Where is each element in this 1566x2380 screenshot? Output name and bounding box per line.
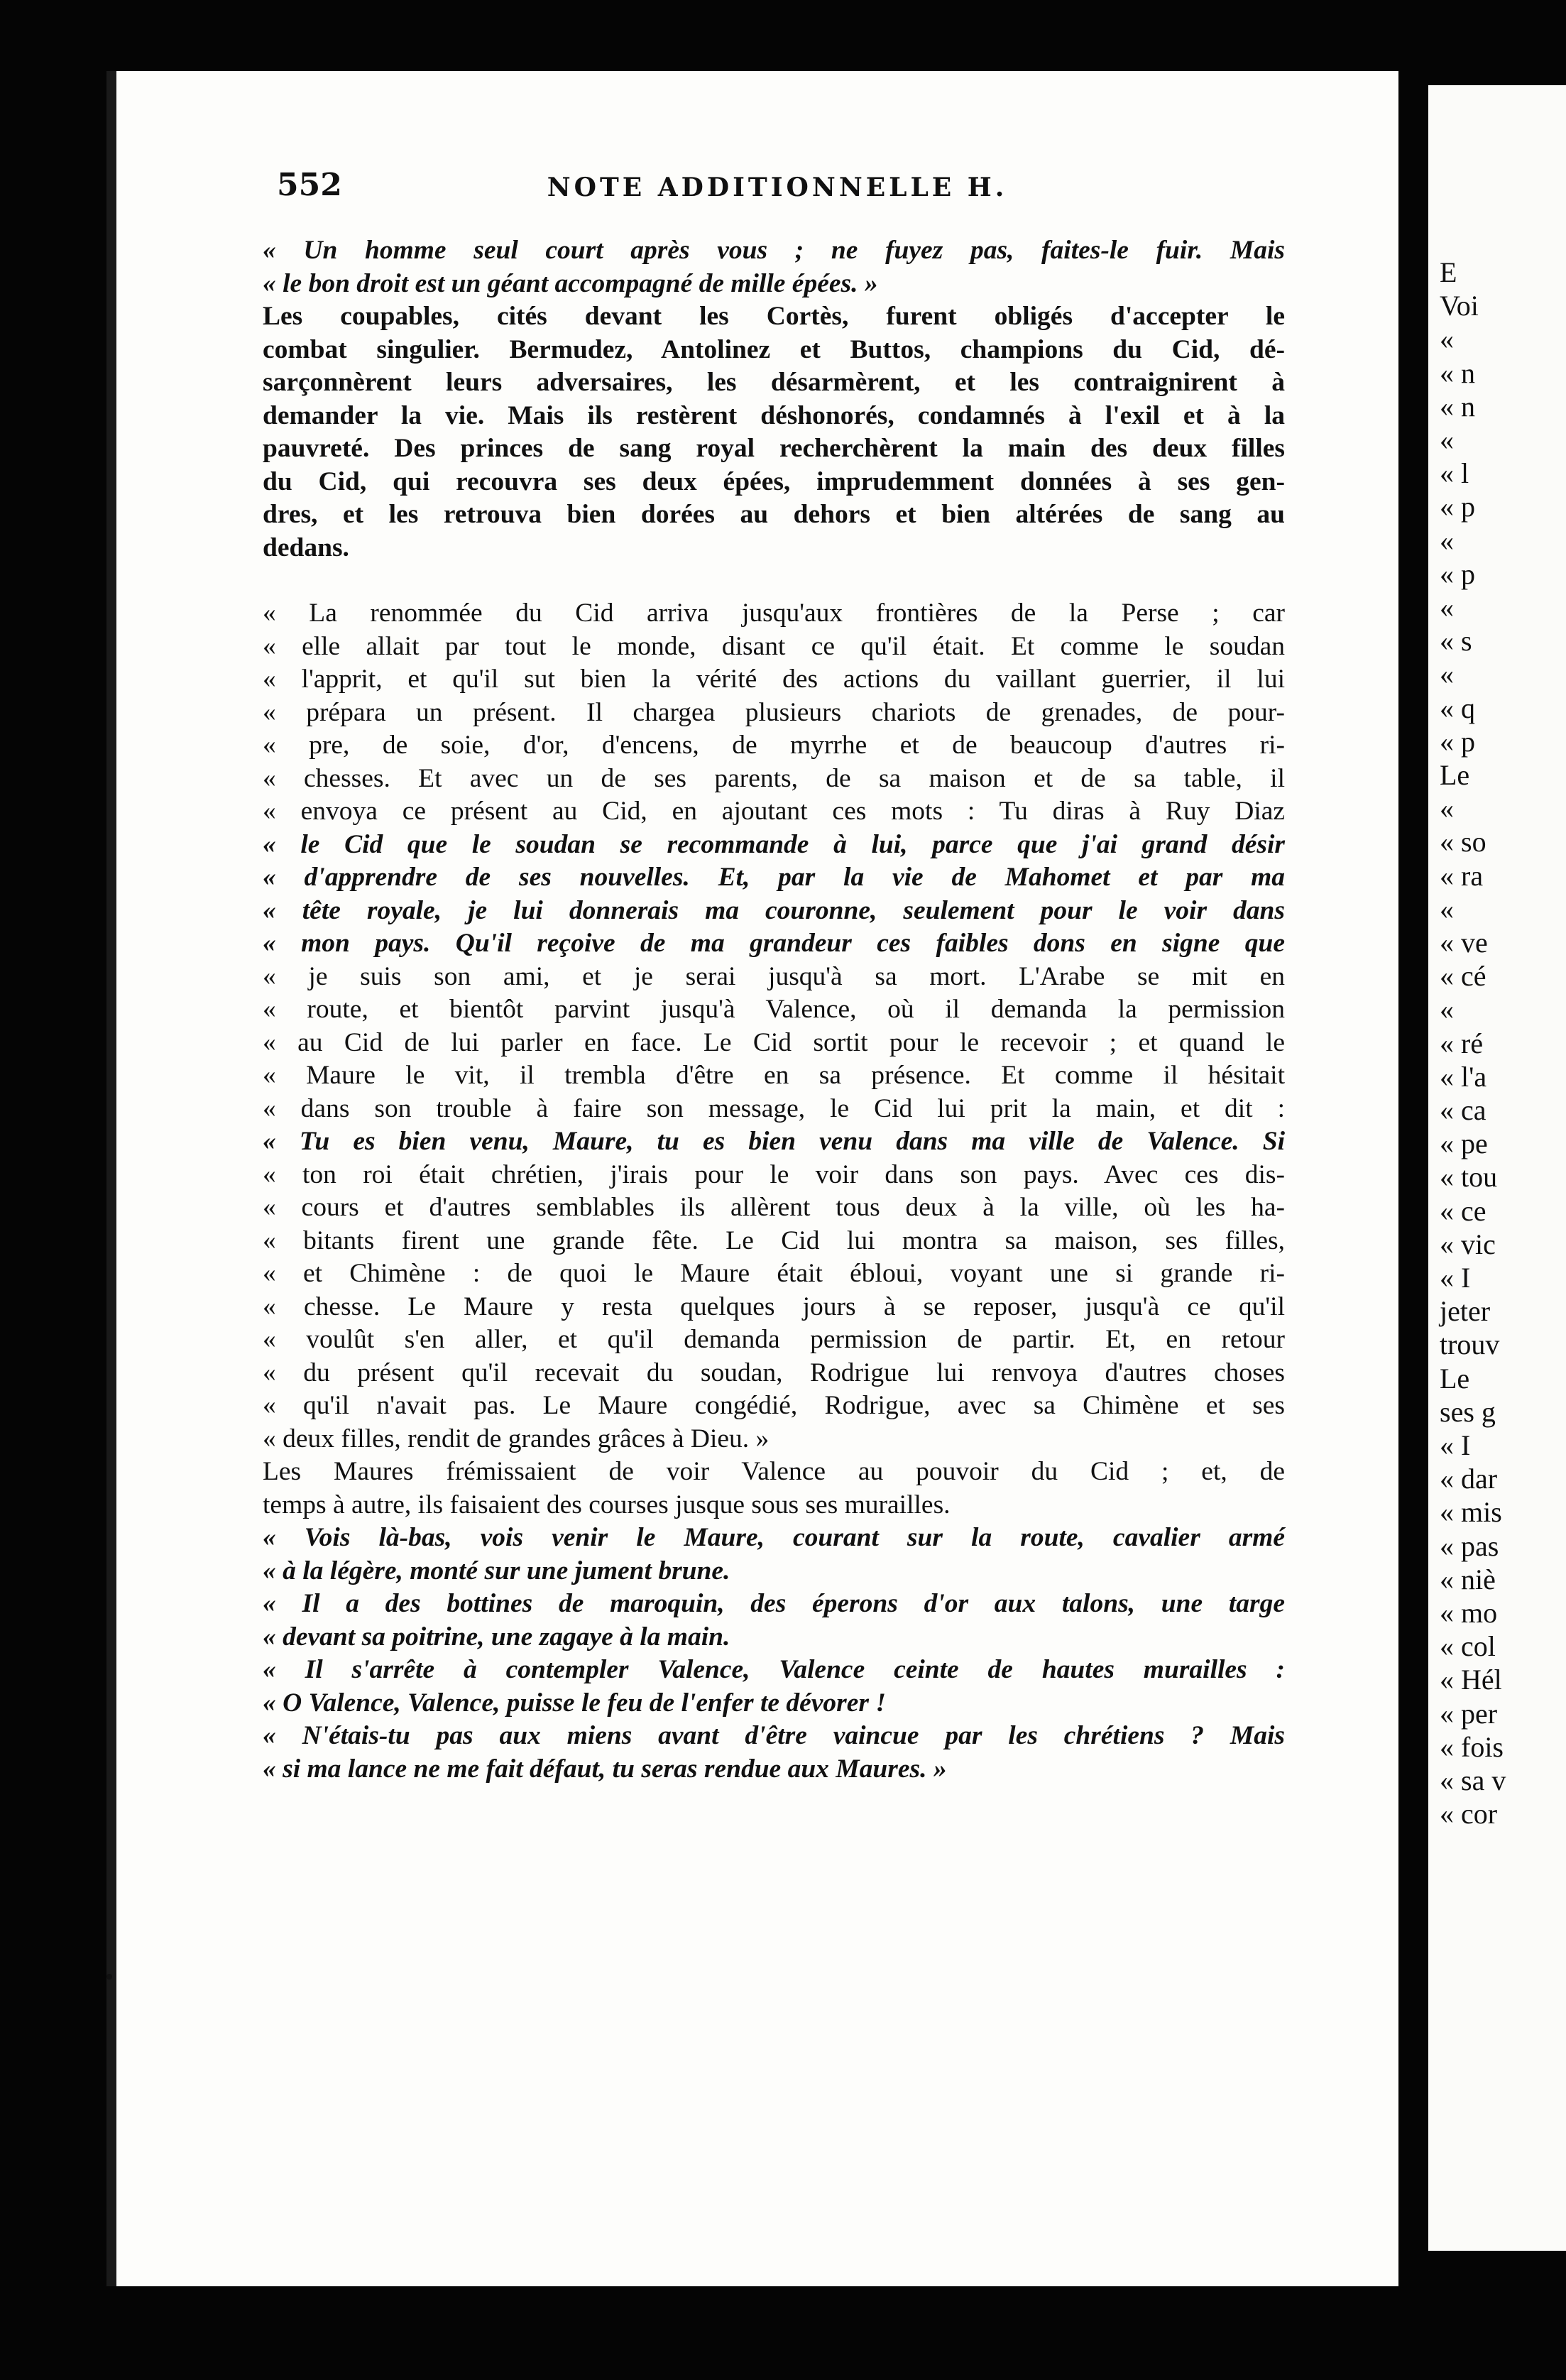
- text-line: « chesses. Et avec un de ses parents, de sa maison et de sa table, il: [263, 763, 1285, 793]
- adjacent-page-line: « ca: [1440, 1094, 1486, 1126]
- adjacent-page-line: jeter: [1440, 1295, 1491, 1328]
- adjacent-page-line: « cé: [1440, 960, 1486, 993]
- text-line: « mon pays. Qu'il reçoive de ma grandeur ces faibles dons en signe que: [263, 929, 1285, 958]
- adjacent-page-line: « mo: [1440, 1597, 1498, 1629]
- running-title: NOTE ADDITIONNELLE H.: [547, 173, 1008, 202]
- text-line: « Il a des bottines de maroquin, des éperons d'or aux talons, une targe: [263, 1589, 1285, 1618]
- adjacent-page-line: « ve: [1440, 927, 1488, 959]
- adjacent-page-line: « vic: [1440, 1228, 1496, 1260]
- adjacent-page-line: « ce: [1440, 1194, 1486, 1227]
- text-line: « dans son trouble à faire son message, le Cid lui prit la main, et dit :: [263, 1093, 1285, 1123]
- paragraph-gap: [263, 564, 1285, 597]
- text-line: « voulût s'en aller, et qu'il demanda permission de partir. Et, en retour: [263, 1325, 1285, 1354]
- text-line: « elle allait par tout le monde, disant ce qu'il était. Et comme le soudan: [263, 631, 1285, 661]
- text-line: « deux filles, rendit de grandes grâces à Dieu. »: [263, 1424, 770, 1453]
- text-line: « Un homme seul court après vous ; ne fuyez pas, faites-le fuir. Mais: [263, 236, 1285, 265]
- adjacent-page-line: « p: [1440, 491, 1475, 523]
- text-line: « pre, de soie, d'or, d'encens, de myrrhe et de beaucoup d'autres ri-: [263, 731, 1285, 760]
- text-line: « si ma lance ne me fait défaut, tu seras rendue aux Maures. »: [263, 1754, 947, 1784]
- text-line: dres, et les retrouva bien dorées au dehors et bien altérées de sang au: [263, 500, 1285, 529]
- text-line: du Cid, qui recouvra ses deux épées, imprudemment données à ses gen-: [263, 466, 1285, 496]
- adjacent-page-line: « sa v: [1440, 1764, 1506, 1796]
- adjacent-page-line: « ra: [1440, 859, 1484, 892]
- text-line: « La renommée du Cid arriva jusqu'aux frontières de la Perse ; car: [263, 599, 1285, 628]
- adjacent-page-line: « dar: [1440, 1463, 1498, 1495]
- text-line: « l'apprit, et qu'il sut bien la vérité des actions du vaillant guerrier, il lui: [263, 665, 1285, 694]
- adjacent-page-line: « niè: [1440, 1563, 1496, 1595]
- adjacent-page-line: «: [1440, 524, 1454, 557]
- text-line: « Il s'arrête à contempler Valence, Valence ceinte de hautes murailles :: [263, 1655, 1285, 1684]
- page-number: 552: [277, 167, 342, 203]
- text-line: Les coupables, cités devant les Cortès, furent obligés d'accepter le: [263, 302, 1285, 331]
- adjacent-page-line: « tou: [1440, 1161, 1498, 1194]
- text-line: « ton roi était chrétien, j'irais pour le voir dans son pays. Avec ces dis-: [263, 1159, 1285, 1189]
- adjacent-page-line: « pas: [1440, 1529, 1499, 1562]
- text-line: pauvreté. Des princes de sang royal recherchèrent la main des deux filles: [263, 434, 1285, 463]
- adjacent-page-line: Voi: [1440, 290, 1479, 322]
- text-line: « cours et d'autres semblables ils allèrent tous deux à la ville, où les ha-: [263, 1193, 1285, 1222]
- adjacent-page-line: « fois: [1440, 1730, 1504, 1763]
- adjacent-page-line: Le: [1440, 1362, 1470, 1394]
- adjacent-page-line: trouv: [1440, 1328, 1500, 1361]
- text-line: « et Chimène : de quoi le Maure était ébloui, voyant une si grande ri-: [263, 1259, 1285, 1288]
- adjacent-page-line: « per: [1440, 1697, 1498, 1730]
- adjacent-page-line: «: [1440, 591, 1454, 623]
- adjacent-page-line: E: [1440, 256, 1457, 288]
- adjacent-page-line: «: [1440, 323, 1454, 356]
- adjacent-page-line: « n: [1440, 390, 1475, 422]
- adjacent-page-line: « cor: [1440, 1798, 1498, 1830]
- text-line: « Tu es bien venu, Maure, tu es bien venu dans ma ville de Valence. Si: [263, 1127, 1285, 1156]
- adjacent-page-line: « mis: [1440, 1496, 1502, 1529]
- adjacent-page-line: «: [1440, 993, 1454, 1026]
- adjacent-page-line: « I: [1440, 1429, 1471, 1461]
- text-line: « du présent qu'il recevait du soudan, Rodrigue lui renvoya d'autres choses: [263, 1358, 1285, 1387]
- adjacent-page-line: « so: [1440, 826, 1486, 858]
- text-line: Les Maures frémissaient de voir Valence au pouvoir du Cid ; et, de: [263, 1457, 1285, 1486]
- text-line: « devant sa poitrine, une zagaye à la main.: [263, 1622, 730, 1652]
- adjacent-page-line: « s: [1440, 625, 1472, 657]
- text-line: « le Cid que le soudan se recommande à lui, parce que j'ai grand désir: [263, 829, 1285, 859]
- adjacent-page-line: «: [1440, 658, 1454, 691]
- adjacent-page-line: « I: [1440, 1262, 1471, 1294]
- text-line: « au Cid de lui parler en face. Le Cid sortit pour le recevoir ; et quand le: [263, 1027, 1285, 1057]
- adjacent-page-line: « p: [1440, 725, 1475, 758]
- text-line: « Vois là-bas, vois venir le Maure, courant sur la route, cavalier armé: [263, 1523, 1285, 1552]
- text-line: « bitants firent une grande fête. Le Cid lui montra sa maison, ses filles,: [263, 1226, 1285, 1255]
- text-line: demander la vie. Mais ils restèrent déshonorés, condamnés à l'exil et à la: [263, 400, 1285, 430]
- page-header: [277, 167, 1313, 209]
- text-line: dedans.: [263, 533, 349, 562]
- adjacent-page-line: « q: [1440, 692, 1475, 724]
- text-line: sarçonnèrent leurs adversaires, les désarmèrent, et les contraignirent à: [263, 368, 1285, 397]
- adjacent-page-line: « l'a: [1440, 1060, 1487, 1093]
- text-line: « envoya ce présent au Cid, en ajoutant ces mots : Tu diras à Ruy Diaz: [263, 797, 1285, 826]
- adjacent-page-line: Le: [1440, 759, 1470, 791]
- adjacent-page-line: « pe: [1440, 1128, 1488, 1160]
- adjacent-page-line: «: [1440, 792, 1454, 825]
- adjacent-page-fragment: [1428, 85, 1566, 2251]
- adjacent-page-line: «: [1440, 424, 1454, 456]
- adjacent-page-line: « ré: [1440, 1027, 1484, 1059]
- adjacent-page-line: «: [1440, 892, 1454, 925]
- adjacent-page-line: ses g: [1440, 1395, 1496, 1428]
- adjacent-page-line: « n: [1440, 356, 1475, 389]
- text-line: « qu'il n'avait pas. Le Maure congédié, Rodrigue, avec sa Chimène et ses: [263, 1391, 1285, 1420]
- text-line: « route, et bientôt parvint jusqu'à Valence, où il demanda la permission: [263, 995, 1285, 1024]
- text-line: « d'apprendre de ses nouvelles. Et, par la vie de Mahomet et par ma: [263, 863, 1285, 892]
- body-text: [263, 234, 1285, 1786]
- adjacent-page-line: « col: [1440, 1630, 1496, 1663]
- adjacent-page-line: « l: [1440, 457, 1469, 490]
- text-line: « tête royale, je lui donnerais ma couronne, seulement pour le voir dans: [263, 895, 1285, 925]
- text-line: « O Valence, Valence, puisse le feu de l'enfer te dévorer !: [263, 1688, 886, 1718]
- text-line: « le bon droit est un géant accompagné de mille épées. »: [263, 268, 878, 298]
- adjacent-page-line: « Hél: [1440, 1664, 1502, 1696]
- text-line: « chesse. Le Maure y resta quelques jours à se reposer, jusqu'à ce qu'il: [263, 1292, 1285, 1321]
- text-line: temps à autre, ils faisaient des courses jusque sous ses murailles.: [263, 1490, 951, 1519]
- text-line: « Maure le vit, il trembla d'être en sa présence. Et comme il hésitait: [263, 1061, 1285, 1090]
- margin-mark: [106, 1974, 112, 1980]
- text-line: « N'étais-tu pas aux miens avant d'être vaincue par les chrétiens ? Mais: [263, 1721, 1285, 1750]
- text-line: combat singulier. Bermudez, Antolinez et Buttos, champions du Cid, dé-: [263, 334, 1285, 364]
- adjacent-page-line: « p: [1440, 557, 1475, 590]
- text-line: « à la légère, monté sur une jument brune.: [263, 1556, 730, 1585]
- text-line: « je suis son ami, et je serai jusqu'à sa mort. L'Arabe se mit en: [263, 961, 1285, 991]
- text-line: « prépara un présent. Il chargea plusieurs chariots de grenades, de pour-: [263, 697, 1285, 727]
